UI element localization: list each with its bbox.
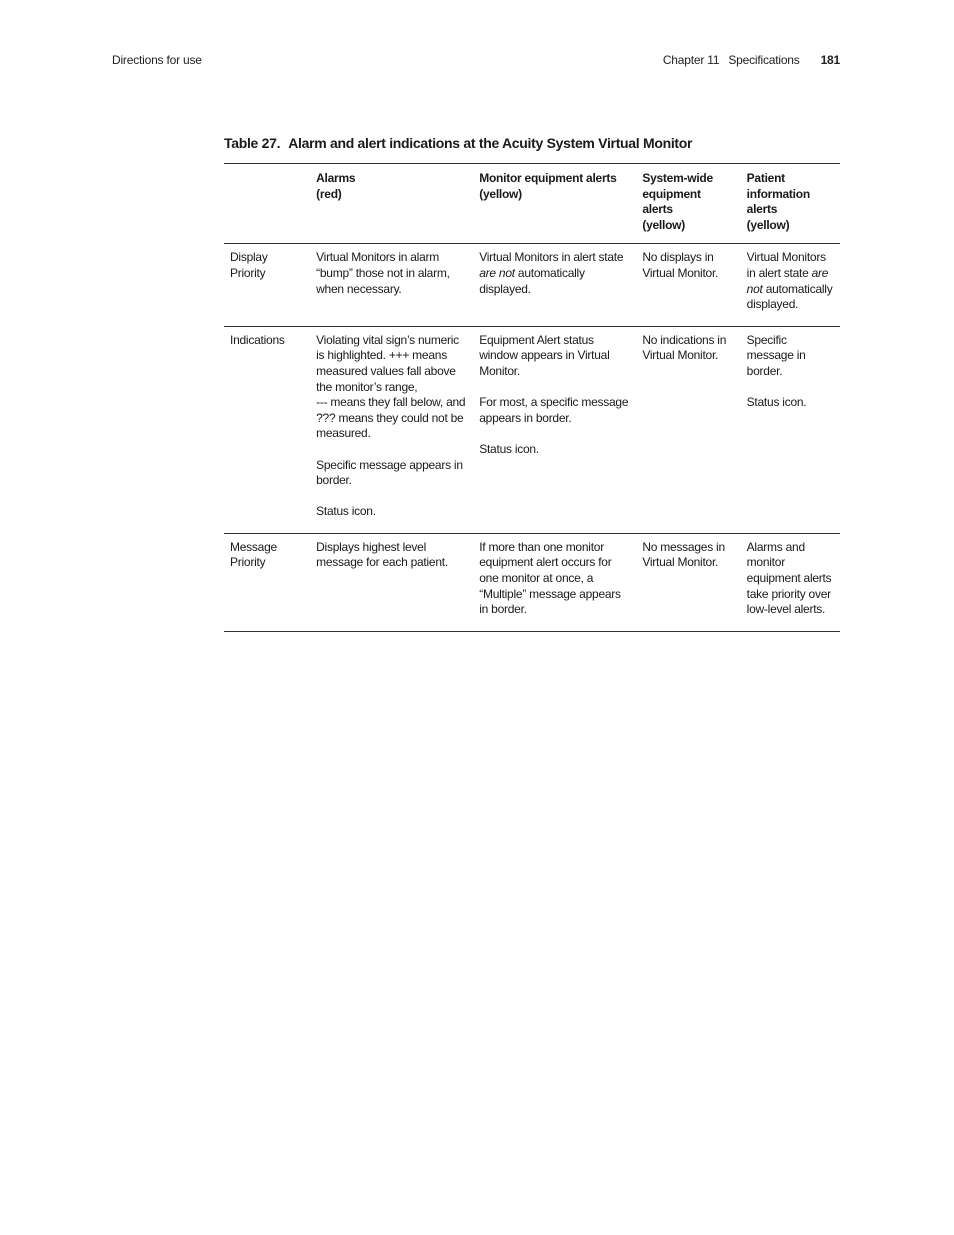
- cell-paragraph: Status icon.: [316, 504, 376, 519]
- header-patient-line3: alerts: [746, 202, 778, 217]
- cell-paragraph: Specific message appears in border.: [316, 457, 463, 488]
- header-alarms-line2: (red): [316, 186, 342, 201]
- cell-text: Violating vital sign’s numeric is highlighted. +++ means measured values fall above the monitor’s range,: [316, 332, 459, 394]
- cell-patient-alerts: Alarms and monitor equipment alerts take priority over low-level alerts.: [746, 539, 832, 617]
- cell-text: Virtual Monitors in alert state: [479, 250, 624, 265]
- header-system-line3: alerts: [642, 202, 673, 217]
- cell-paragraph: Specific message in border.: [746, 332, 806, 378]
- cell-emphasis: are not: [746, 265, 829, 296]
- alarm-indications-table: [224, 163, 840, 632]
- chapter-label: Chapter 11: [662, 53, 720, 67]
- cell-paragraph: Equipment Alert status window appears in Virtual Monitor.: [479, 332, 610, 378]
- table-caption: [224, 135, 692, 151]
- cell-patient-alerts: [741, 244, 840, 326]
- header-cell-system-alerts: [636, 164, 740, 244]
- header-system-line2: equipment: [642, 186, 701, 201]
- table-caption-label: Table 27.: [224, 135, 281, 151]
- cell-paragraph: [316, 333, 467, 442]
- cell-paragraph: For most, a specific message appears in border.: [479, 395, 629, 425]
- header-cell-alarms: [310, 164, 473, 244]
- cell-emphasis: are not: [479, 265, 515, 280]
- header-patient-line2: information: [746, 186, 810, 201]
- cell-text: Virtual Monitors in alert state: [746, 250, 826, 280]
- cell-system-alerts: No messages in Virtual Monitor.: [642, 539, 725, 570]
- cell-alarms: [310, 326, 473, 533]
- row-label: Message Priority: [230, 539, 277, 570]
- cell-alarms: Displays highest level message for each patient.: [316, 539, 448, 570]
- header-patient-line4: (yellow): [746, 217, 790, 232]
- cell-alarms: Virtual Monitors in alarm “bump” those not in alarm, when necessary.: [316, 250, 450, 296]
- table-caption-text: Alarm and alert indications at the Acuity System Virtual Monitor: [288, 135, 693, 151]
- table-header-row: [224, 164, 840, 244]
- table-row-indications: [224, 326, 840, 533]
- table-row-display-priority: [224, 244, 840, 326]
- header-cell-patient-alerts: [741, 164, 840, 244]
- cell-system-alerts: No indications in Virtual Monitor.: [642, 332, 727, 363]
- cell-system-alerts: No displays in Virtual Monitor.: [642, 250, 719, 280]
- cell-monitor-alerts: [473, 244, 636, 326]
- section-label: Specifications: [728, 53, 800, 67]
- header-alarms-line1: Alarms: [316, 171, 356, 185]
- row-label: Indications: [230, 332, 285, 347]
- header-system-line4: (yellow): [642, 217, 685, 232]
- cell-text: automatically displayed.: [746, 281, 833, 312]
- header-cell-empty: [224, 164, 310, 244]
- header-monitor-line1: Monitor equipment alerts: [479, 171, 617, 185]
- cell-text: automatically displayed.: [479, 265, 585, 296]
- cell-paragraph: Status icon.: [746, 395, 807, 410]
- cell-text: --- means they fall below, and ??? means they could not be measured.: [316, 395, 466, 441]
- header-monitor-line2: (yellow): [479, 186, 522, 201]
- page-number: 181: [820, 53, 840, 67]
- running-header-title: Directions for use: [112, 53, 202, 67]
- header-cell-monitor-alerts: [473, 164, 636, 244]
- header-patient-line1: Patient: [746, 171, 785, 185]
- header-system-line1: System-wide: [642, 171, 713, 185]
- table-row-message-priority: [224, 533, 840, 631]
- running-header-chapter: [663, 53, 840, 67]
- cell-monitor-alerts: If more than one monitor equipment alert occurs for one monitor at once, a “Multiple” message appears in border.: [479, 539, 621, 617]
- cell-monitor-alerts: [473, 326, 636, 533]
- cell-paragraph: Status icon.: [479, 441, 539, 456]
- cell-patient-alerts: [741, 326, 840, 533]
- row-label: Display Priority: [230, 250, 268, 280]
